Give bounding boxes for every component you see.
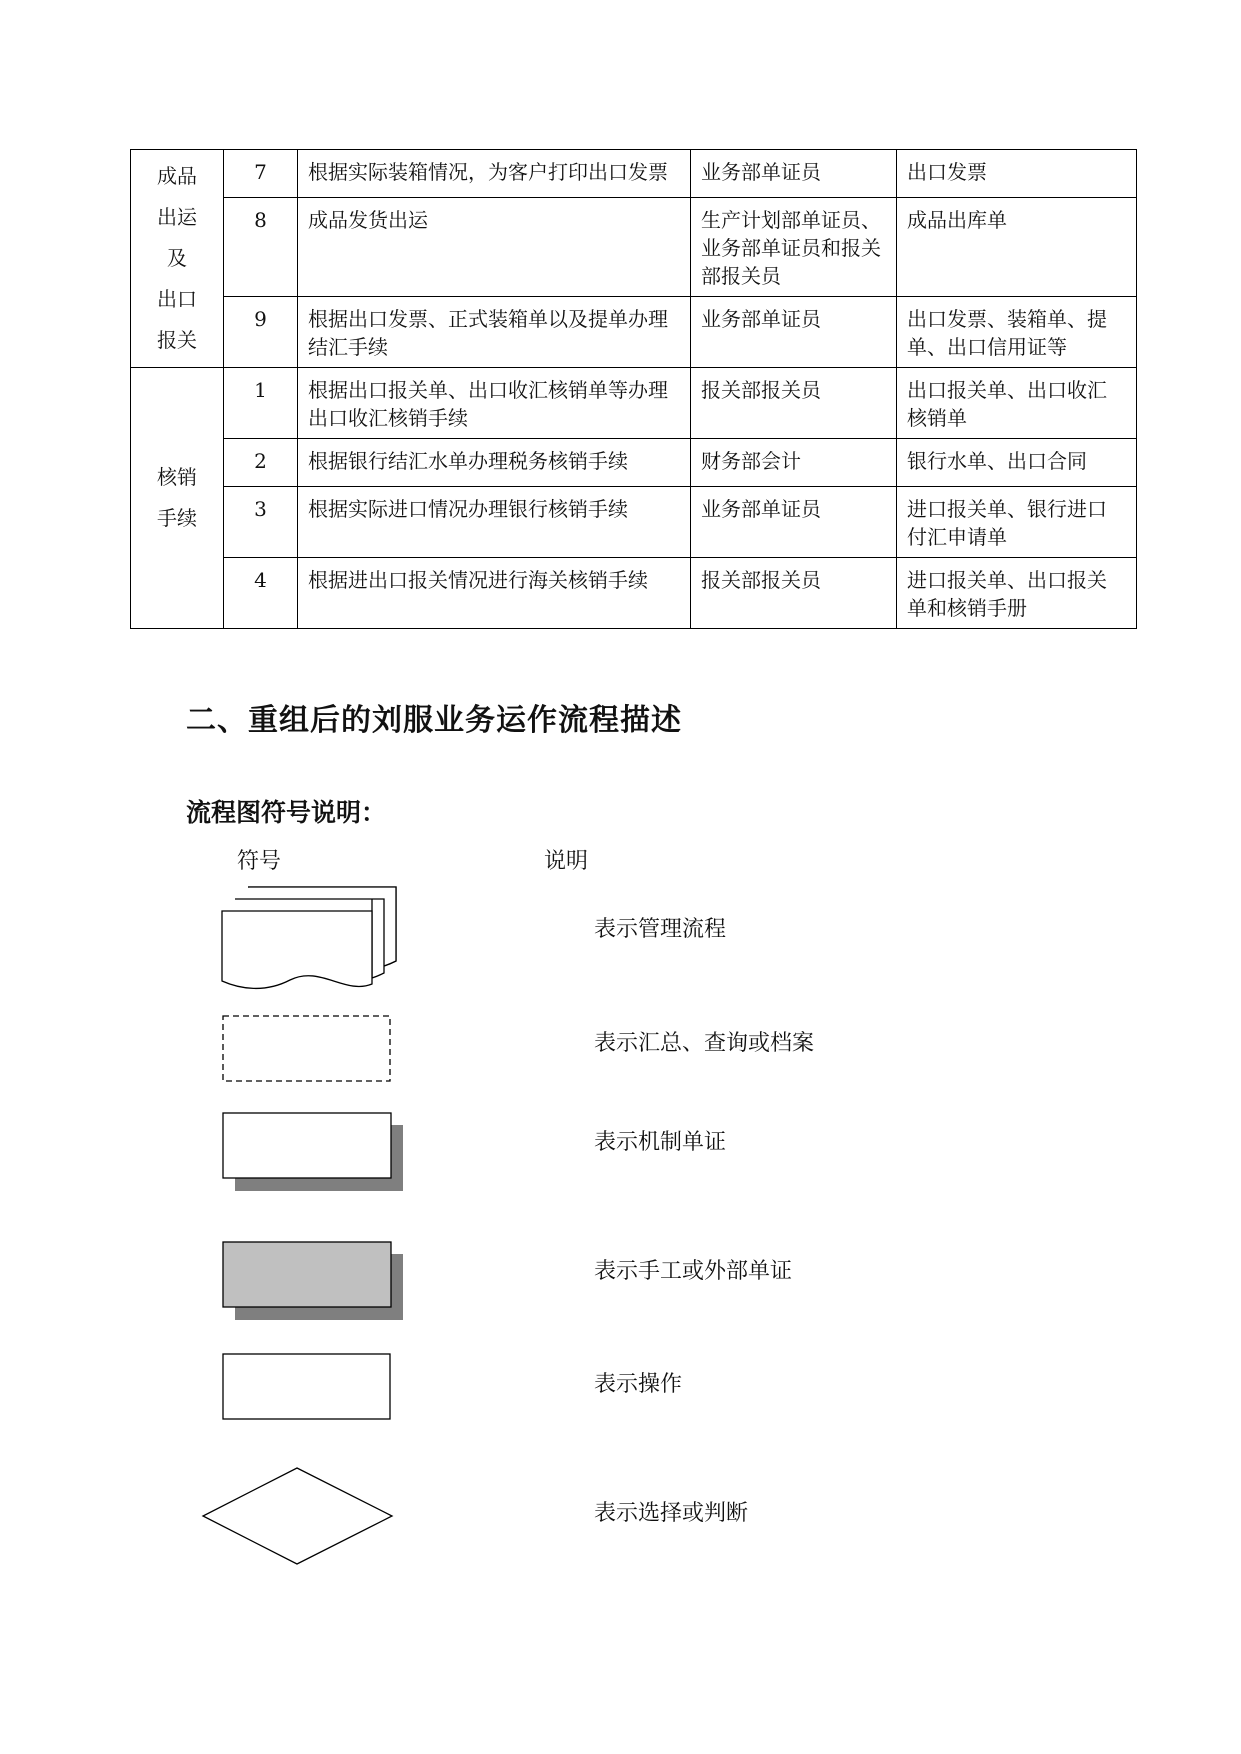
diamond-icon [202, 1467, 396, 1567]
legend-desc-header: 说明 [544, 849, 589, 874]
table-row [131, 558, 1137, 629]
docs-cell: 出口发票、装箱单、提单、出口信用证等 [897, 297, 1137, 368]
rectangle-icon [222, 1353, 392, 1421]
section-heading: 二、重组后的刘服业务运作流程描述 [186, 703, 682, 738]
table-row [131, 439, 1137, 487]
legend-desc: 表示选择或判断 [594, 1501, 749, 1526]
role-cell: 财务部会计 [691, 439, 897, 487]
table-row [131, 198, 1137, 297]
process-table [130, 149, 1137, 629]
dashed-rectangle-icon [222, 1015, 392, 1083]
task-cell: 成品发货出运 [298, 198, 691, 297]
stage-cell: 核销 手续 [131, 368, 224, 629]
table-row [131, 368, 1137, 439]
step-number: 8 [224, 198, 298, 297]
legend-title: 流程图符号说明： [186, 798, 387, 827]
docs-cell: 进口报关单、银行进口付汇申请单 [897, 487, 1137, 558]
task-cell: 根据银行结汇水单办理税务核销手续 [298, 439, 691, 487]
step-number: 4 [224, 558, 298, 629]
table-row [131, 487, 1137, 558]
docs-cell: 进口报关单、出口报关单和核销手册 [897, 558, 1137, 629]
step-number: 9 [224, 297, 298, 368]
task-cell: 根据出口发票、正式装箱单以及提单办理结汇手续 [298, 297, 691, 368]
docs-cell: 出口报关单、出口收汇核销单 [897, 368, 1137, 439]
docs-cell: 出口发票 [897, 150, 1137, 198]
docs-cell: 成品出库单 [897, 198, 1137, 297]
legend-desc: 表示机制单证 [594, 1130, 727, 1155]
step-number: 1 [224, 368, 298, 439]
role-cell: 报关部报关员 [691, 558, 897, 629]
task-cell: 根据出口报关单、出口收汇核销单等办理出口收汇核销手续 [298, 368, 691, 439]
role-cell: 报关部报关员 [691, 368, 897, 439]
task-cell: 根据实际装箱情况，为客户打印出口发票 [298, 150, 691, 198]
stage-cell: 成品 出运 及 出口 报关 [131, 150, 224, 368]
role-cell: 业务部单证员 [691, 297, 897, 368]
step-number: 7 [224, 150, 298, 198]
legend-symbol-header: 符号 [237, 849, 282, 874]
legend-desc: 表示汇总、查询或档案 [594, 1031, 815, 1056]
legend-desc: 表示操作 [594, 1372, 683, 1397]
multi-document-icon [220, 885, 400, 995]
step-number: 3 [224, 487, 298, 558]
legend-desc: 表示管理流程 [594, 917, 727, 942]
task-cell: 根据进出口报关情况进行海关核销手续 [298, 558, 691, 629]
role-cell: 生产计划部单证员、业务部单证员和报关部报关员 [691, 198, 897, 297]
role-cell: 业务部单证员 [691, 150, 897, 198]
legend-desc: 表示手工或外部单证 [594, 1259, 793, 1284]
docs-cell: 银行水单、出口合同 [897, 439, 1137, 487]
gray-shadowed-rectangle-icon [222, 1241, 404, 1321]
table-row [131, 297, 1137, 368]
table-row [131, 150, 1137, 198]
step-number: 2 [224, 439, 298, 487]
role-cell: 业务部单证员 [691, 487, 897, 558]
task-cell: 根据实际进口情况办理银行核销手续 [298, 487, 691, 558]
shadowed-rectangle-icon [222, 1112, 404, 1192]
